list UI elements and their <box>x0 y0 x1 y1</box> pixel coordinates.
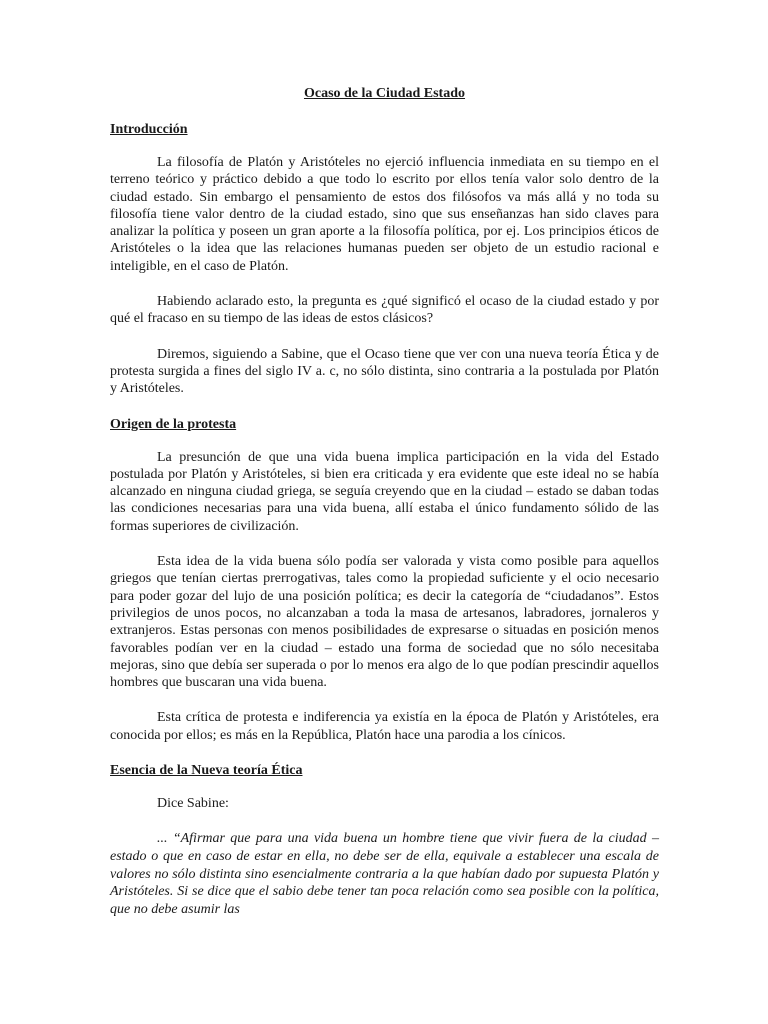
document-title: Ocaso de la Ciudad Estado <box>303 86 466 101</box>
section-esencia-nueva-teoria-etica <box>110 762 659 918</box>
section-heading: Origen de la protesta <box>110 416 237 432</box>
section-heading: Introducción <box>110 122 188 137</box>
section-origen-de-la-protesta <box>110 416 659 744</box>
section-introduccion <box>110 121 659 398</box>
block-quote: ... “Afirmar que para una vida buena un hombre tiene que vivir fuera de la ciudad – estado o que en caso de estar en ella, no debe ser de ella, equivale a establecer una escala de valores no sólo distinta sino esencialmente contraria a la que habían dado por supuesta Platón y Aristóteles. Si se dice que el sabio debe tener tan poca relación como sea posible con la política, que no debe asumir las <box>110 831 659 917</box>
paragraph: Esta crítica de protesta e indiferencia ya existía en la época de Platón y Aristóteles, era conocida por ellos; es más en la República, Platón hace una parodia a los cínicos. <box>110 710 659 743</box>
paragraph: La filosofía de Platón y Aristóteles no ejerció influencia inmediata en su tiempo en el terreno teórico y práctico debido a que todo lo escrito por ellos tenía valor solo dentro de la ciudad estado. Sin embargo el pensamiento de estos dos filósofos va más allá y no toda su filosofía tiene valor dentro de la ciudad estado, sino que sus enseñanzas han sido claves para analizar la política y poseen un gran aporte a la filosofía política, por ej. Los principios éticos de Aristóteles o la idea que las relaciones humanas pueden ser objeto de un estudio racional e inteligible, en el caso de Platón. <box>110 155 659 274</box>
paragraph: Dice Sabine: <box>157 796 229 812</box>
paragraph: Esta idea de la vida buena sólo podía ser valorada y vista como posible para aquellos griegos que tenían ciertas prerrogativas, tales como la propiedad suficiente y el ocio necesario para poder gozar del lujo de una posición política; es decir la categoría de “ciudadanos”. Estos privilegios de unos pocos, no alcanzaban a toda la masa de artesanos, labradores, jornaleros y extranjeros. Estas personas con menos posibilidades de expresarse o situadas en posición menos favorables podían ver en la ciudad – estado una forma de sociedad que no sólo necesitaba mejoras, sino que debía ser superada o por lo menos era algo de lo que podían prescindir aquellos hombres que buscaran una vida buena. <box>110 554 659 691</box>
paragraph: Habiendo aclarado esto, la pregunta es ¿qué significó el ocaso de la ciudad estado y por qué el fracaso en su tiempo de las ideas de estos clásicos? <box>110 294 659 327</box>
document-page <box>110 84 659 918</box>
paragraph: La presunción de que una vida buena implica participación en la vida del Estado postulada por Platón y Aristóteles, si bien era criticada y era evidente que este ideal no se había alcanzado en ninguna ciudad griega, se seguía creyendo que en la ciudad – estado se daban todas las condiciones necesarias para una vida buena, allí estaba el único fundamento sólido de las formas superiores de civilización. <box>110 449 659 534</box>
section-heading: Esencia de la Nueva teoría Ética <box>110 763 303 779</box>
paragraph: Diremos, siguiendo a Sabine, que el Ocaso tiene que ver con una nueva teoría Ética y de protesta surgida a fines del siglo IV a. c, no sólo distinta, sino contraria a la postulada por Platón y Aristóteles. <box>110 346 659 397</box>
